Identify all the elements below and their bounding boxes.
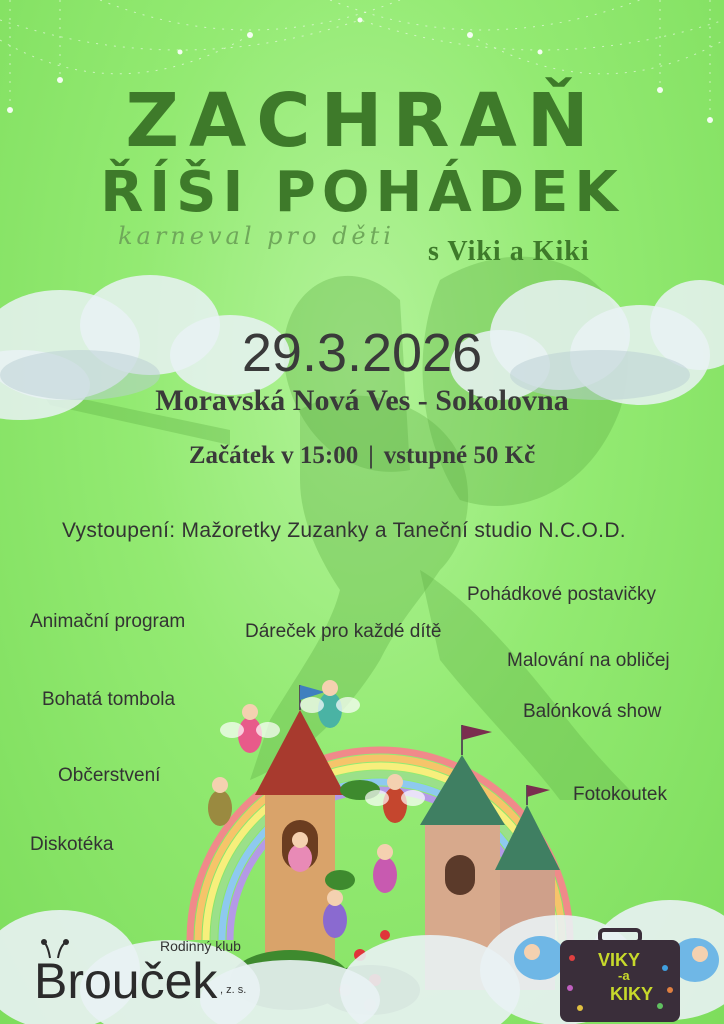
event-separator: | xyxy=(368,442,374,469)
activity-tombola: Bohatá tombola xyxy=(42,689,176,710)
event-date: 29.3.2026 xyxy=(241,323,483,383)
activity-photo: Fotokoutek xyxy=(573,784,667,805)
club-name: Brouček xyxy=(34,953,218,1009)
viky-kiky-logo xyxy=(510,918,720,1024)
subtitle-with: s Viki a Kiki xyxy=(428,236,590,267)
event-start: Začátek v 15:00 xyxy=(188,442,359,469)
performance-text: Vystoupení: Mažoretky Zuzanky a Taneční studio N.C.O.D. xyxy=(62,519,626,542)
logo-line-1: VIKY xyxy=(598,950,641,970)
event-fee: vstupné 50 Kč xyxy=(383,442,536,469)
activity-disco: Diskotéka xyxy=(30,834,114,855)
club-suffix: , z. s. xyxy=(220,984,247,996)
activity-balloon: Balónková show xyxy=(523,701,662,722)
activity-face-painting: Malování na obličej xyxy=(507,650,670,671)
title-line-1: ZACHRAŇ xyxy=(125,78,599,164)
event-info xyxy=(0,442,724,470)
subtitle-script: karneval pro děti xyxy=(118,222,395,250)
club-label: Rodinný klub xyxy=(160,938,241,954)
activity-refreshments: Občerstvení xyxy=(58,765,161,786)
event-place: Moravská Nová Ves - Sokolovna xyxy=(155,384,569,417)
title-line-2: ŘÍŠI POHÁDEK xyxy=(100,160,624,225)
activity-animation: Animační program xyxy=(30,611,186,632)
activity-gift: Dáreček pro každé dítě xyxy=(245,621,442,642)
logo-line-2: -a xyxy=(618,968,630,983)
activity-characters: Pohádkové postavičky xyxy=(467,584,657,605)
logo-line-3: KIKY xyxy=(610,984,654,1004)
